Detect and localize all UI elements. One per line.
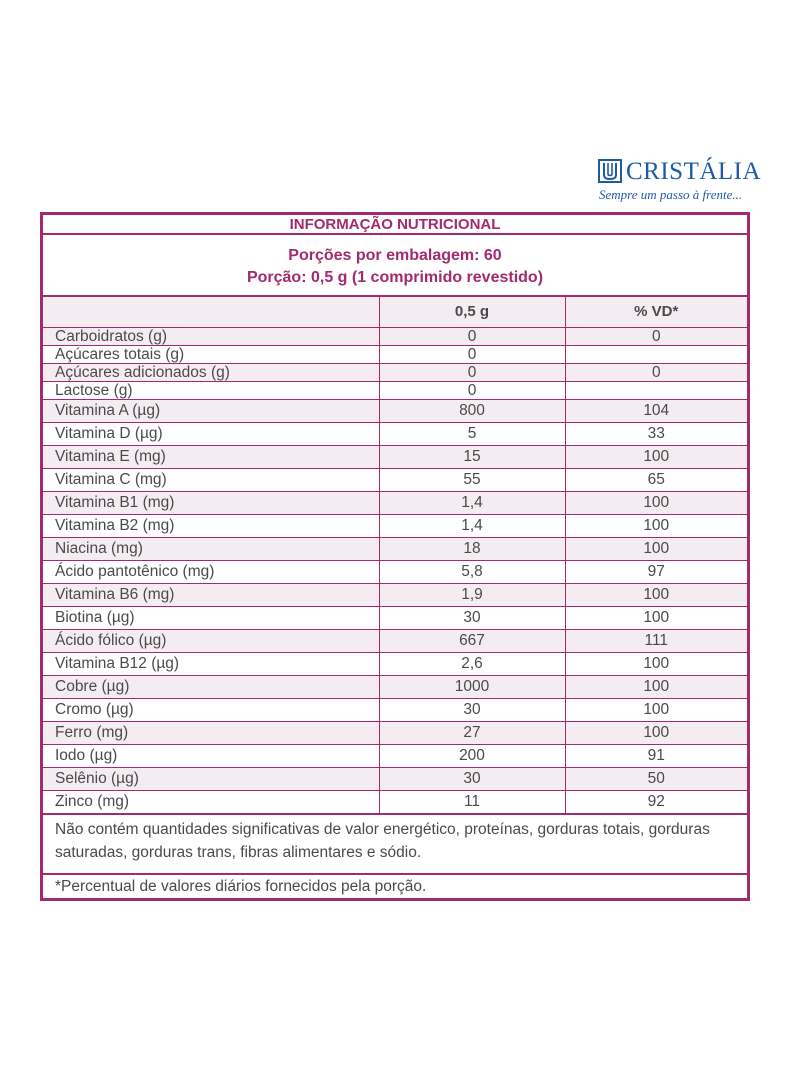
- nutrient-amount: 0: [379, 364, 565, 382]
- nutrient-amount: 30: [379, 768, 565, 791]
- nutrient-amount: 18: [379, 538, 565, 561]
- nutrient-amount: 1,9: [379, 584, 565, 607]
- table-row: [43, 469, 747, 492]
- nutrient-vd: 100: [565, 538, 747, 561]
- table-row: [43, 561, 747, 584]
- table-row: [43, 722, 747, 745]
- nutrient-name: Açúcares totais (g): [43, 346, 379, 364]
- table-row: [43, 400, 747, 423]
- brand-logo: [598, 158, 773, 208]
- nutrient-name: Vitamina B12 (µg): [43, 653, 379, 676]
- column-header-amount: 0,5 g: [379, 297, 565, 328]
- nutrition-table: [43, 297, 747, 815]
- nutrient-name: Vitamina E (mg): [43, 446, 379, 469]
- nutrient-amount: 5,8: [379, 561, 565, 584]
- nutrient-vd: 100: [565, 492, 747, 515]
- note-text: Não contém quantidades significativas de valor energético, proteínas, gorduras totais, gorduras saturadas, gorduras trans, fibras alimentares e sódio.: [55, 821, 710, 861]
- nutrient-name: Cromo (µg): [43, 699, 379, 722]
- brand-slogan: Sempre um passo à frente...: [599, 187, 743, 202]
- nutrient-vd: 100: [565, 584, 747, 607]
- table-row: [43, 328, 747, 346]
- cristalia-logo-icon: [598, 159, 622, 183]
- nutrient-vd: 50: [565, 768, 747, 791]
- nutrient-amount: 0: [379, 382, 565, 400]
- nutrient-name: Ácido pantotênico (mg): [43, 561, 379, 584]
- nutrient-amount: 55: [379, 469, 565, 492]
- nutrient-amount: 200: [379, 745, 565, 768]
- table-row: [43, 584, 747, 607]
- panel-note: [43, 802, 747, 875]
- table-row: [43, 607, 747, 630]
- nutrient-name: Iodo (µg): [43, 745, 379, 768]
- nutrient-vd: 100: [565, 699, 747, 722]
- nutrient-name: Lactose (g): [43, 382, 379, 400]
- table-row: [43, 382, 747, 400]
- nutrient-name: Açúcares adicionados (g): [43, 364, 379, 382]
- nutrient-vd: 111: [565, 630, 747, 653]
- nutrient-name: Ácido fólico (µg): [43, 630, 379, 653]
- table-header: [43, 297, 747, 328]
- table-row: [43, 492, 747, 515]
- table-row: [43, 630, 747, 653]
- nutrient-amount: 1,4: [379, 492, 565, 515]
- nutrient-name: Niacina (mg): [43, 538, 379, 561]
- nutrient-vd: 0: [565, 328, 747, 346]
- table-row: [43, 364, 747, 382]
- nutrient-name: Vitamina B6 (mg): [43, 584, 379, 607]
- nutrient-amount: 1,4: [379, 515, 565, 538]
- nutrient-name: Cobre (µg): [43, 676, 379, 699]
- nutrient-vd: 100: [565, 607, 747, 630]
- nutrient-name: Zinco (mg): [43, 791, 379, 815]
- nutrient-amount: 800: [379, 400, 565, 423]
- column-header-nutrient: [43, 297, 379, 328]
- nutrient-vd: [565, 346, 747, 364]
- nutrient-amount: 27: [379, 722, 565, 745]
- nutrient-name: Vitamina B2 (mg): [43, 515, 379, 538]
- nutrient-vd: 104: [565, 400, 747, 423]
- nutrient-vd: 0: [565, 364, 747, 382]
- table-row: [43, 423, 747, 446]
- nutrient-amount: 667: [379, 630, 565, 653]
- nutrition-facts-panel: [40, 212, 750, 901]
- column-header-vd: % VD*: [565, 297, 747, 328]
- nutrient-name: Carboidratos (g): [43, 328, 379, 346]
- portion-size: Porção: 0,5 g (1 comprimido revestido): [246, 269, 544, 286]
- table-row: [43, 515, 747, 538]
- table-row: [43, 745, 747, 768]
- nutrient-name: Vitamina B1 (mg): [43, 492, 379, 515]
- nutrient-vd: 100: [565, 676, 747, 699]
- nutrient-vd: 92: [565, 791, 747, 815]
- nutrient-name: Vitamina D (µg): [43, 423, 379, 446]
- table-row: [43, 699, 747, 722]
- table-row: [43, 446, 747, 469]
- nutrient-vd: 65: [565, 469, 747, 492]
- nutrient-amount: 5: [379, 423, 565, 446]
- table-row: [43, 653, 747, 676]
- nutrient-amount: 0: [379, 346, 565, 364]
- table-row: [43, 676, 747, 699]
- nutrient-amount: 1000: [379, 676, 565, 699]
- nutrient-amount: 30: [379, 607, 565, 630]
- nutrient-vd: 100: [565, 722, 747, 745]
- nutrient-amount: 0: [379, 328, 565, 346]
- panel-footnote: [43, 875, 747, 898]
- nutrient-vd: 91: [565, 745, 747, 768]
- nutrient-amount: 2,6: [379, 653, 565, 676]
- nutrient-vd: 100: [565, 446, 747, 469]
- nutrient-name: Ferro (mg): [43, 722, 379, 745]
- nutrient-vd: [565, 382, 747, 400]
- nutrient-name: Vitamina A (µg): [43, 400, 379, 423]
- nutrient-vd: 100: [565, 653, 747, 676]
- panel-title: INFORMAÇÃO NUTRICIONAL: [43, 215, 747, 235]
- nutrient-name: Biotina (µg): [43, 607, 379, 630]
- nutrient-amount: 15: [379, 446, 565, 469]
- nutrient-vd: 100: [565, 515, 747, 538]
- brand-name: CRISTÁLIA: [626, 158, 762, 185]
- table-row: [43, 768, 747, 791]
- footnote-text: *Percentual de valores diários fornecidos pela porção.: [55, 878, 427, 895]
- portion-info: [43, 235, 747, 297]
- nutrient-vd: 97: [565, 561, 747, 584]
- nutrient-vd: 33: [565, 423, 747, 446]
- nutrient-name: Selênio (µg): [43, 768, 379, 791]
- portions-per-package: Porções por embalagem: 60: [288, 247, 502, 264]
- table-row: [43, 538, 747, 561]
- nutrient-amount: 30: [379, 699, 565, 722]
- table-row: [43, 346, 747, 364]
- nutrient-name: Vitamina C (mg): [43, 469, 379, 492]
- nutrient-amount: 11: [379, 791, 565, 815]
